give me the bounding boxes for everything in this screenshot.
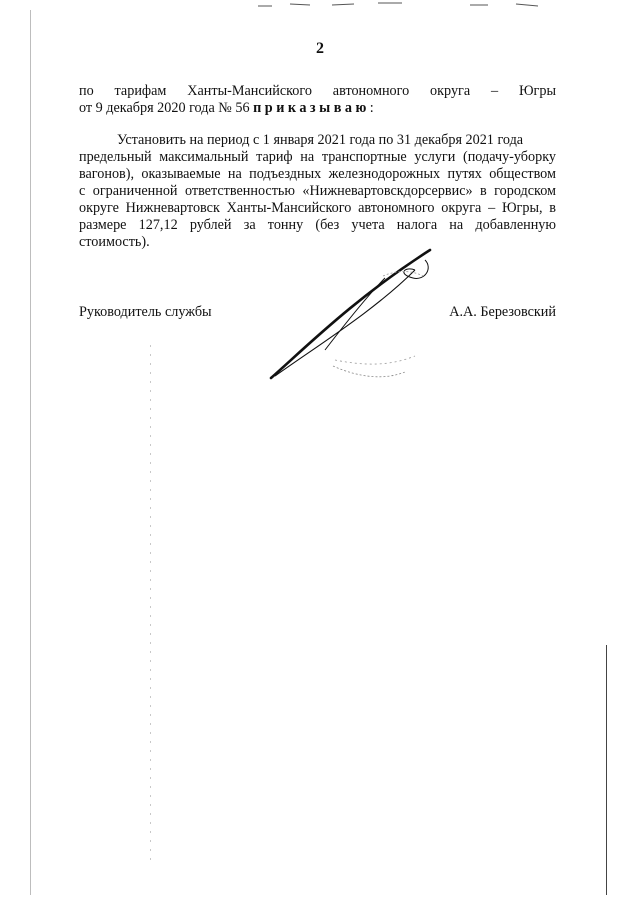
- body-line-5: округе Нижневартовск Ханты-Мансийского автономного округа – Югры, в: [79, 200, 556, 216]
- signatory-name: А.А. Березовский: [449, 304, 556, 320]
- body-line-3: вагонов), оказываемые на подъездных железнодорожных путях обществом: [79, 166, 556, 182]
- body-line-6: размере 127,12 рублей за тонну (без учета налога на добавленную: [79, 217, 556, 233]
- order-colon: :: [369, 100, 374, 116]
- scan-artifact-column: [150, 345, 151, 865]
- signatory-role: Руководитель службы: [79, 304, 212, 320]
- scan-edge-right: [606, 645, 607, 895]
- intro-line-1: по тарифам Ханты-Мансийского автономного округа – Югры: [79, 83, 556, 99]
- handwritten-signature: [265, 248, 455, 388]
- page-number: 2: [316, 40, 324, 57]
- scan-top-noise: [250, 0, 550, 12]
- intro-line-2: [79, 100, 556, 116]
- body-line-2: предельный максимальный тариф на транспортные услуги (подачу-уборку: [79, 149, 556, 165]
- scan-edge-left: [30, 10, 31, 895]
- order-reference: от 9 декабря 2020 года № 56: [79, 100, 254, 116]
- order-keyword: приказываю: [253, 100, 370, 116]
- body-line-4: с ограниченной ответственностью «Нижневартовскдорсервис» в городском: [79, 183, 556, 199]
- body-line-7: стоимость).: [79, 234, 150, 250]
- body-line-1: Установить на период с 1 января 2021 года по 31 декабря 2021 года: [117, 132, 524, 148]
